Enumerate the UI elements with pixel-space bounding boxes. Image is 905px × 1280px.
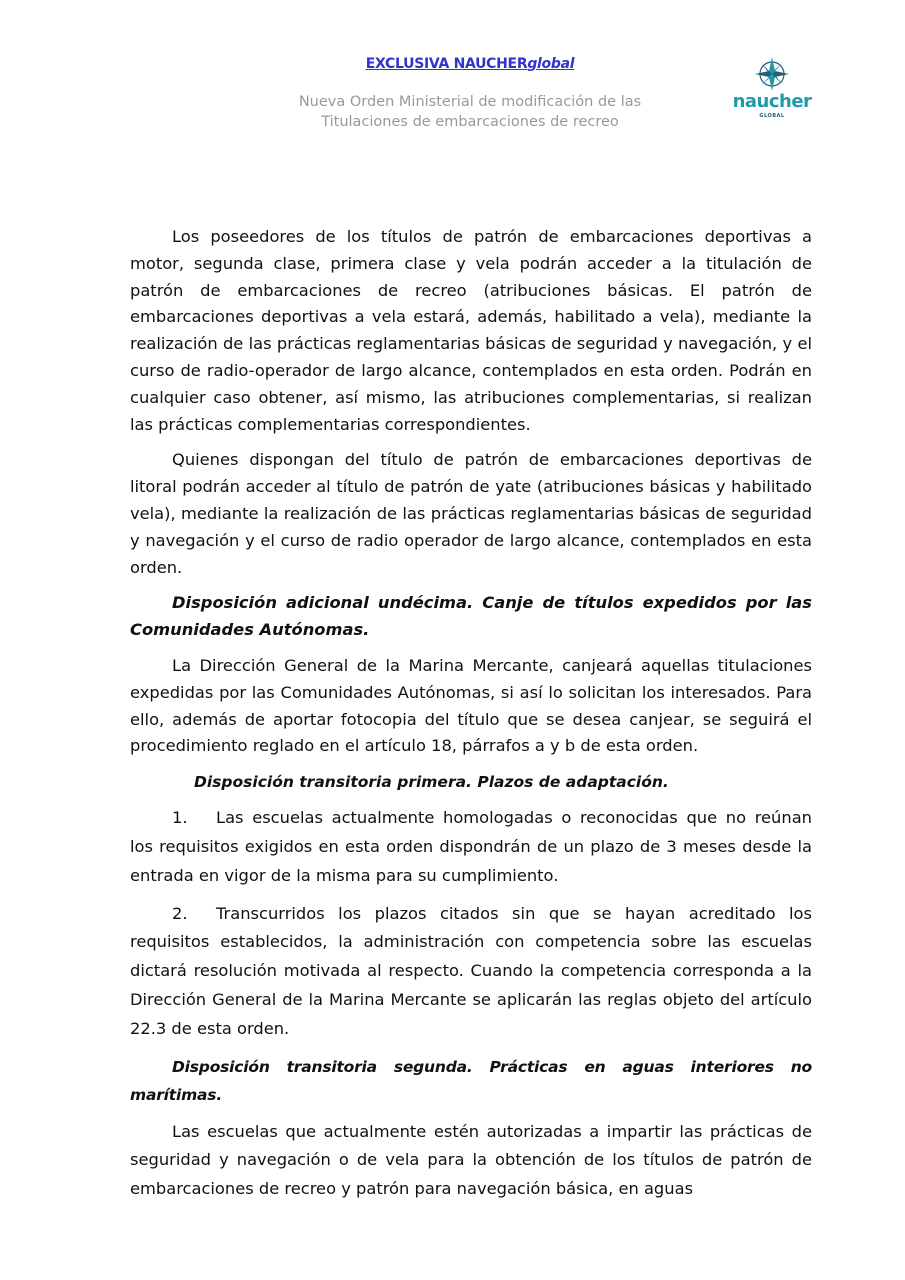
paragraph-1: Los poseedores de los títulos de patrón de embarcaciones deportivas a motor, segunda clase, primera clase y vela podrán acceder a la titulación de patrón de embarcaciones de recreo (atribuciones básicas. El patrón de embarcaciones deportivas a vela estará, además, habilitado a vela), mediante la realización de las prácticas reglamentarias básicas de seguridad y navegación, y el curso de radio-operador de largo alcance, contemplados en esta orden. Podrán en cualquier caso obtener, así mismo, las atribuciones complementarias, si realizan las prácticas complementarias correspondientes. [130,227,812,434]
list-item-1 [130,804,812,890]
list-item-1-text: Las escuelas actualmente homologadas o reconocidas que no reúnan los requisitos exigidos en esta orden dispondrán de un plazo de 3 meses desde la entrada en vigor de la misma para su cumplimiento. [130,808,812,885]
heading-adicional-undecima: Disposición adicional undécima. Canje de títulos expedidos por las Comunidades Autónomas. [130,593,812,640]
compass-star-icon [728,55,816,95]
list-item-2-number: 2. [172,903,188,923]
heading-transitoria-primera: Disposición transitoria primera. Plazos de adaptación. [194,773,669,792]
list-item-2 [130,900,812,1044]
paragraph-2: Quienes dispongan del título de patrón de embarcaciones deportivas de litoral podrán acceder al título de patrón de yate (atribuciones básicas y habilitado vela), mediante la realización de las prácticas reglamentarias básicas de seguridad y navegación y el curso de radio operador de largo alcance, contemplados en esta orden. [130,450,812,577]
heading-transitoria-segunda: Disposición transitoria segunda. Prácticas en aguas interiores no marítimas. [130,1057,812,1104]
list-item-1-number: 1. [172,808,188,828]
logo-subtext: GLOBAL [759,113,785,119]
paragraph-3: La Dirección General de la Marina Mercante, canjeará aquellas titulaciones expedidas por las Comunidades Autónomas, si así lo solicitan los interesados. Para ello, además de aportar fotocopia del título que se desea canjear, se seguirá el procedimiento reglado en el artículo 18, párrafos a y b de esta orden. [130,655,812,756]
link-text-suffix: global [527,56,575,72]
list-item-2-text: Transcurridos los plazos citados sin que se hayan acreditado los requisitos establecidos, la administración con competencia sobre las escuelas dictará resolución motivada al respecto. Cuando la competencia corresponda a la Dirección General de la Marina Mercante se aplicarán las reglas objeto del artículo 22.3 de esta orden. [130,903,812,1038]
document-body [130,224,812,1204]
logo-wordmark: naucher [732,91,812,112]
naucher-logo [728,55,816,123]
link-text-main: EXCLUSIVA NAUCHER [365,56,528,72]
subtitle-line-1: Nueva Orden Ministerial de modificación de las [298,94,642,110]
exclusive-link[interactable] [366,56,574,72]
subtitle-line-2: Titulaciones de embarcaciones de recreo [321,114,619,130]
paragraph-4: Las escuelas que actualmente estén autorizadas a impartir las prácticas de seguridad y navegación o de vela para la obtención de los títulos de patrón de embarcaciones de recreo y patrón para navegación básica, en aguas [130,1121,812,1199]
